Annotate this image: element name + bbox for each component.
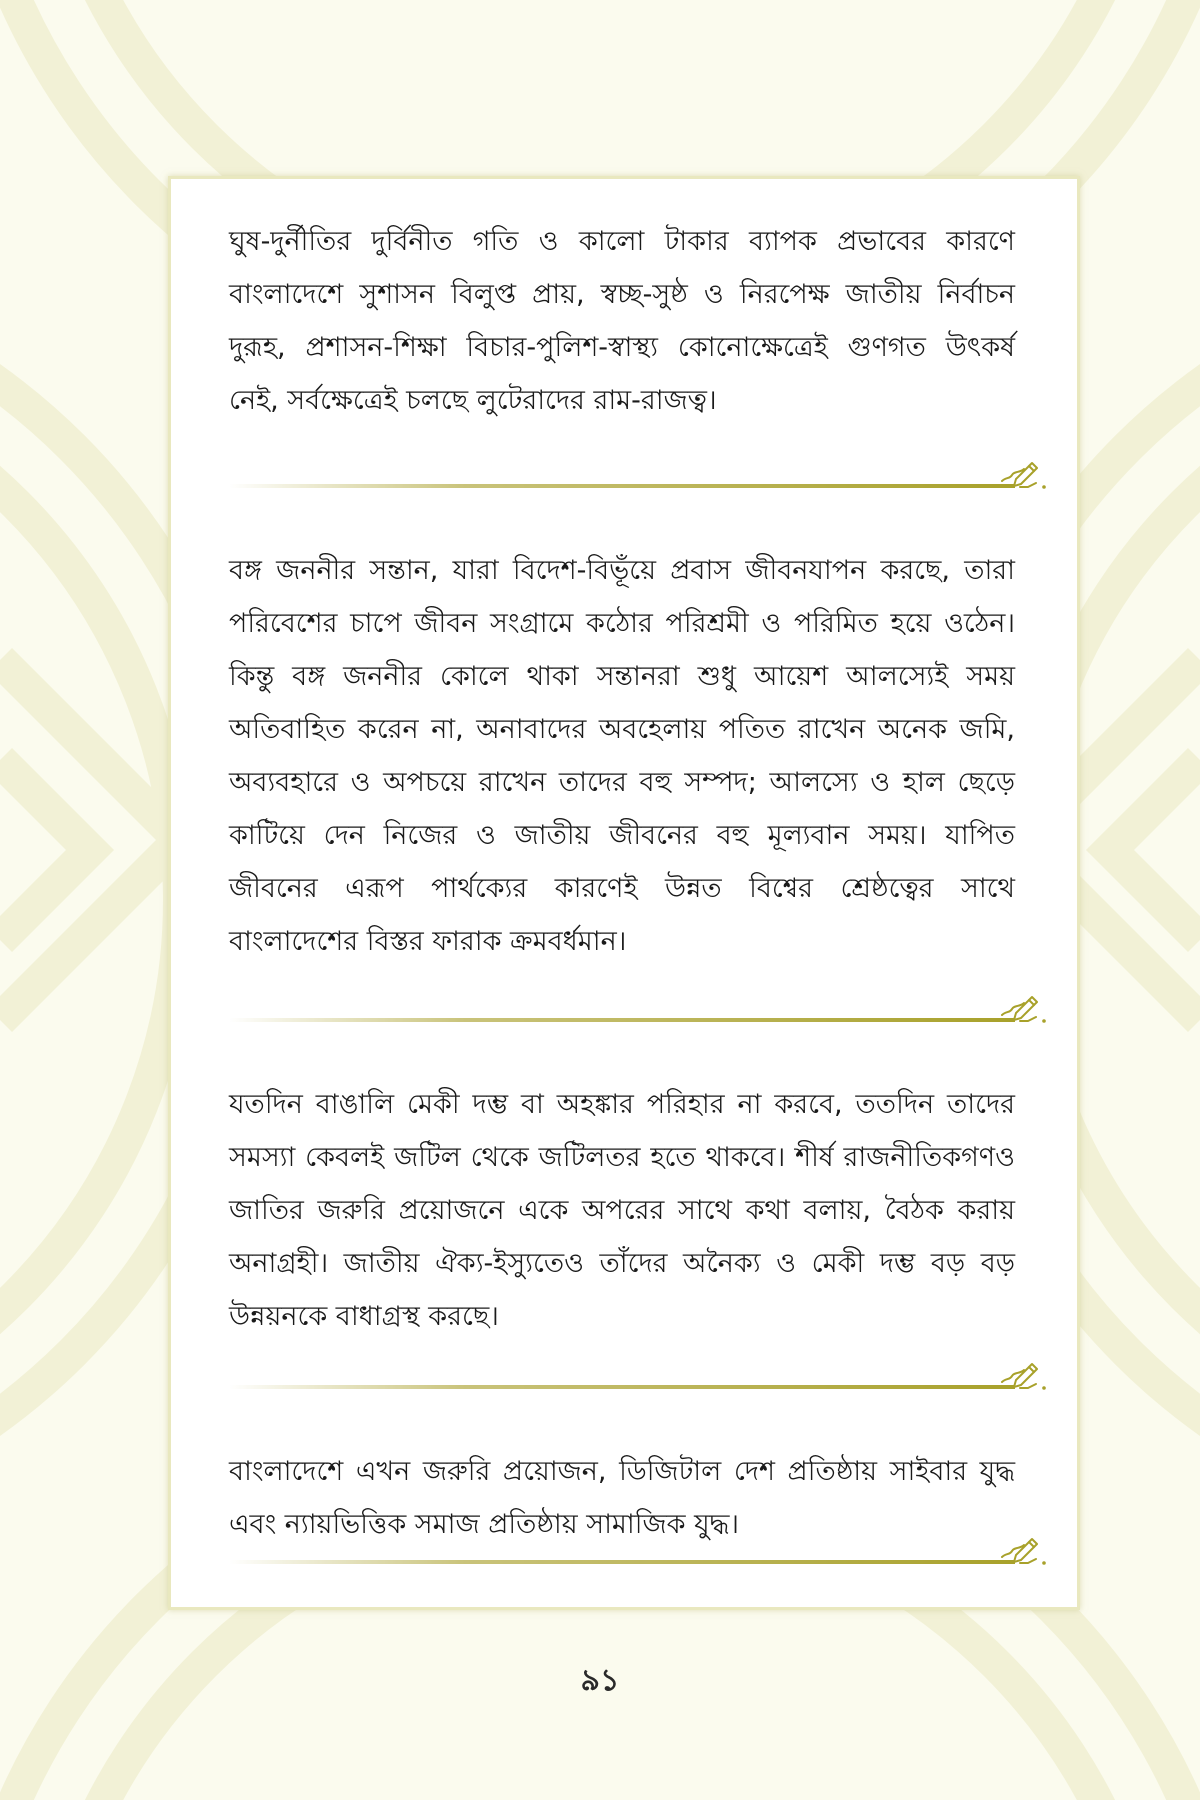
quote-2-text: বঙ্গ জননীর সন্তান, যারা বিদেশ-বিভূঁয়ে প্রবাস জীবনযাপন করছে, তারা পরিবেশের চাপে জীবন সংগ্রামে কঠোর পরিশ্রমী ও পরিমিত হয়ে ওঠেন। কিন্তু বঙ্গ জননীর কোলে থাকা সন্তানরা শুধু আয়েশ আলস্যেই সময় অতিবাহিত করেন না, অনাবাদের অবহেলায় পতিত রাখেন অনেক জমি, অব্যবহারে ও অপচয়ে রাখেন তাদের বহু সম্পদ; আলস্যে ও হাল ছেড়ে কাটিয়ে দেন নিজের ও জাতীয় জীবনের বহু মূল্যবান সময়। যাপিত জীবনের এরূপ পার্থক্যের কারণেই উন্নত বিশ্বের শ্রেষ্ঠত্বের সাথে বাংলাদেশের বিস্তর ফারাক ক্রমবর্ধমান। (229, 555, 1015, 957)
quote-1-divider (229, 484, 1015, 488)
quote-3-text: যতদিন বাঙালি মেকী দম্ভ বা অহঙ্কার পরিহার না করবে, ততদিন তাদের সমস্যা কেবলই জটিল থেকে জটিলতর হতে থাকবে। শীর্ষ রাজনীতিকগণও জাতির জরুরি প্রয়োজনে একে অপরের সাথে কথা বলায়, বৈঠক করায় অনাগ্রহী। জাতীয় ঐক্য-ইস্যুতেও তাঁদের অনৈক্য ও মেকী দম্ভ বড় বড় উন্নয়নকে বাধাগ্রস্থ করছে। (229, 1089, 1015, 1332)
quote-3-divider (229, 1385, 1015, 1389)
quote-4-divider (229, 1560, 1015, 1564)
quote-1-text: ঘুষ-দুর্নীতির দুর্বিনীত গতি ও কালো টাকার ব্যাপক প্রভাবের কারণে বাংলাদেশে সুশাসন বিলুপ্ত প্রায়, স্বচ্ছ-সুষ্ঠ ও নিরপেক্ষ জাতীয় নির্বাচন দুরূহ, প্রশাসন-শিক্ষা বিচার-পুলিশ-স্বাস্থ্য কোনোক্ষেত্রেই গুণগত উৎকর্ষ নেই, সর্বক্ষেত্রেই চলছে লুটেরাদের রাম-রাজত্ব। (229, 226, 1015, 416)
quote-2-divider (229, 1018, 1015, 1022)
pen-writing-icon (998, 1533, 1048, 1567)
quote-4-text: বাংলাদেশে এখন জরুরি প্রয়োজন, ডিজিটাল দেশ প্রতিষ্ঠায় সাইবার যুদ্ধ এবং ন্যায়ভিত্তিক সমাজ প্রতিষ্ঠায় সামাজিক যুদ্ধ। (229, 1456, 1015, 1540)
pen-writing-icon (998, 457, 1048, 491)
pen-writing-icon (998, 991, 1048, 1025)
pen-writing-icon (998, 1358, 1048, 1392)
quote-card (168, 176, 1080, 1610)
page-number: ৯১ (580, 1663, 620, 1698)
